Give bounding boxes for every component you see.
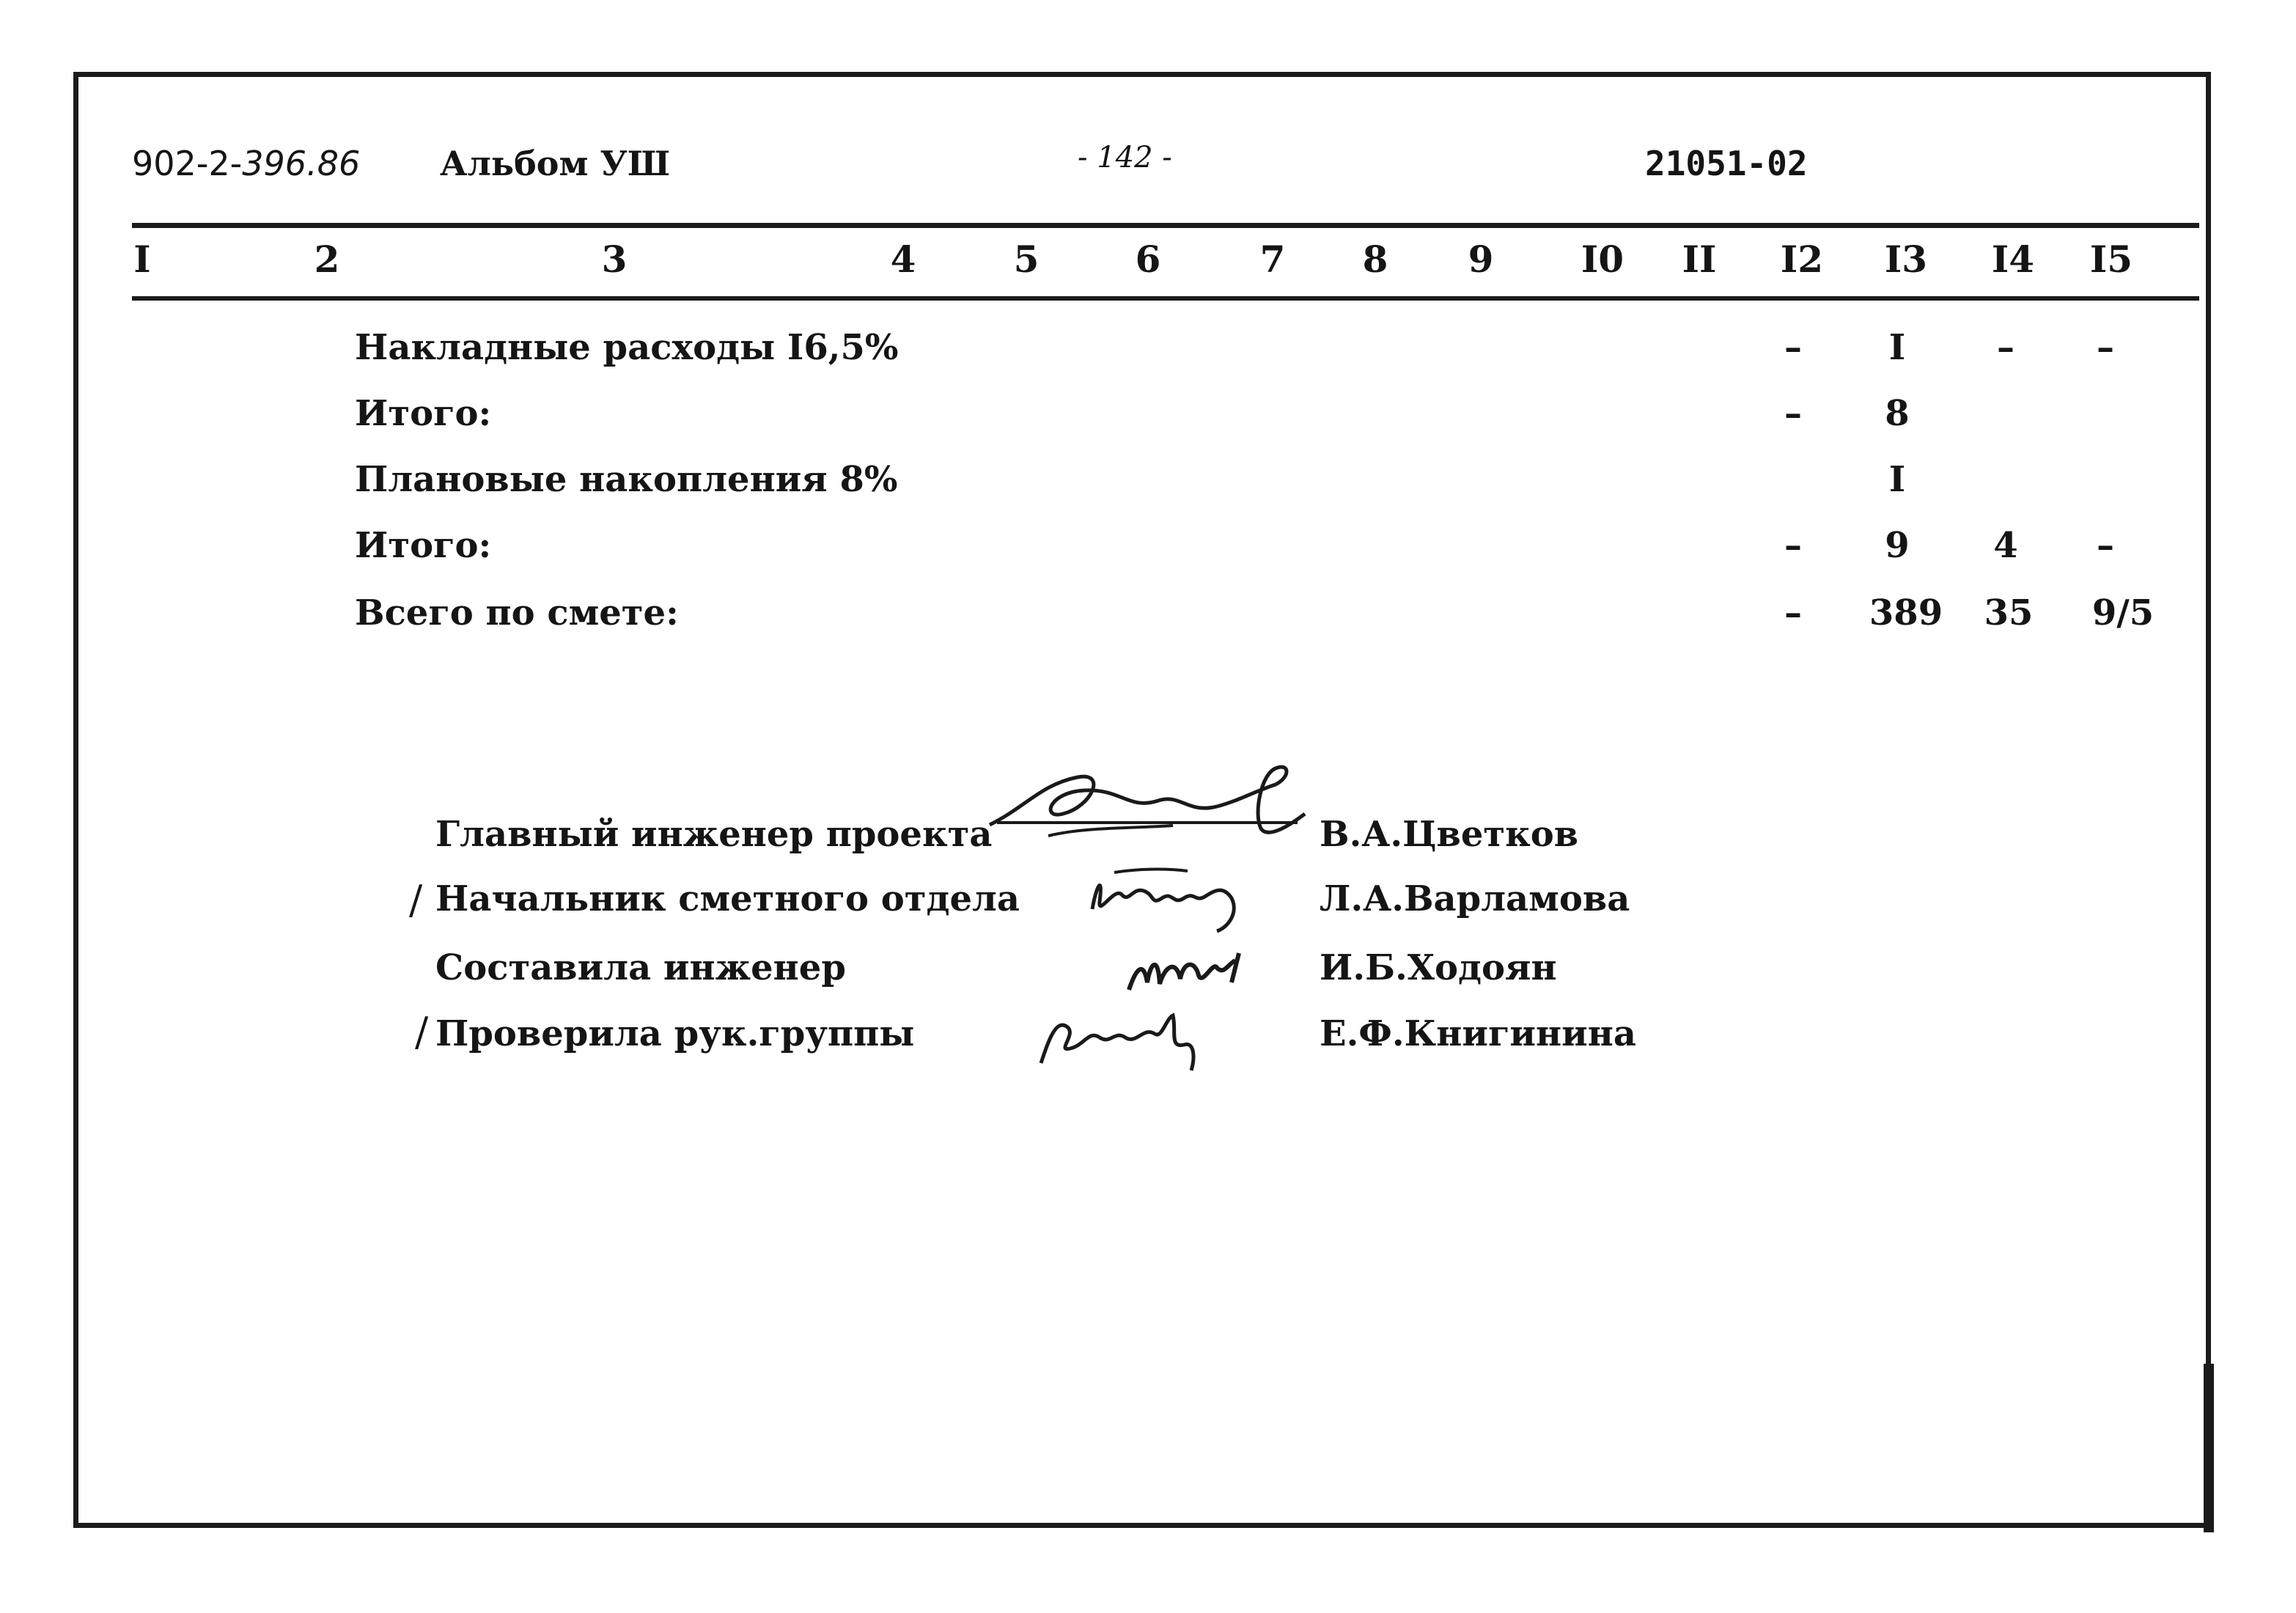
column-number: 5 [1013, 238, 1040, 281]
cell-col-12: – [1784, 525, 1802, 566]
signatory-title: Главный инженер проекта [435, 814, 993, 855]
signatory-title: Составила инженер [435, 947, 846, 988]
frame-edge-mark [2204, 1364, 2214, 1532]
check-mark: / [415, 1009, 429, 1055]
document-code-prefix: 902-2- [132, 144, 243, 183]
document-code-handwritten: 396.86 [242, 144, 361, 183]
cell-col-12: – [1784, 592, 1802, 633]
cell-col-13: I [1888, 327, 1906, 368]
cell-col-14: 35 [1984, 592, 2034, 633]
column-number: I0 [1581, 238, 1625, 281]
album-label: Альбом УШ [440, 144, 671, 183]
column-number: 3 [601, 238, 628, 281]
column-number: II [1682, 238, 1717, 281]
signature-4-image [1026, 997, 1217, 1078]
cell-col-13: 9 [1885, 525, 1910, 566]
document-code [132, 144, 360, 183]
row-label: Итого: [355, 525, 492, 566]
column-number: 4 [890, 238, 916, 281]
row-label: Накладные расходы I6,5% [355, 327, 899, 368]
column-number: I5 [2089, 238, 2133, 281]
cell-col-13: 8 [1885, 393, 1910, 434]
signatory-title: Проверила рук.группы [435, 1013, 915, 1054]
cell-col-15: – [2097, 525, 2114, 566]
signatory-name: И.Б.Ходоян [1320, 947, 1557, 988]
column-number: I [133, 238, 151, 281]
header-rule-top [132, 223, 2199, 228]
check-mark: / [409, 877, 423, 923]
signature-1-image [982, 755, 1320, 850]
page-number: - 142 - [1078, 141, 1172, 174]
row-label: Всего по смете: [355, 592, 679, 633]
sheet-code: 21051-02 [1645, 144, 1808, 183]
cell-col-14: 4 [1993, 525, 2018, 566]
signatory-name: В.А.Цветков [1320, 814, 1579, 855]
cell-col-12: – [1784, 393, 1802, 434]
column-number: I2 [1780, 238, 1824, 281]
cell-col-15: – [2097, 327, 2114, 368]
row-label: Плановые накопления 8% [355, 459, 898, 500]
cell-col-13: I [1888, 459, 1906, 500]
cell-col-15: 9/5 [2091, 592, 2155, 633]
column-number: 6 [1135, 238, 1161, 281]
column-number: 7 [1259, 238, 1286, 281]
cell-col-14: – [1997, 327, 2014, 368]
signatory-name: Л.А.Варламова [1320, 878, 1630, 919]
signatory-title: Начальник сметного отдела [435, 878, 1020, 919]
signature-3-image [1114, 931, 1261, 1004]
column-number: I4 [1991, 238, 2035, 281]
column-number: I3 [1884, 238, 1928, 281]
column-number: 9 [1468, 238, 1494, 281]
header-rule-bottom [132, 296, 2199, 301]
cell-col-13: 389 [1869, 592, 1943, 633]
cell-col-12: – [1784, 327, 1802, 368]
row-label: Итого: [355, 393, 492, 434]
signatory-name: Е.Ф.Книгинина [1320, 1013, 1636, 1054]
column-number: 2 [314, 238, 340, 281]
signature-2-image [1070, 858, 1261, 938]
column-number: 8 [1362, 238, 1388, 281]
